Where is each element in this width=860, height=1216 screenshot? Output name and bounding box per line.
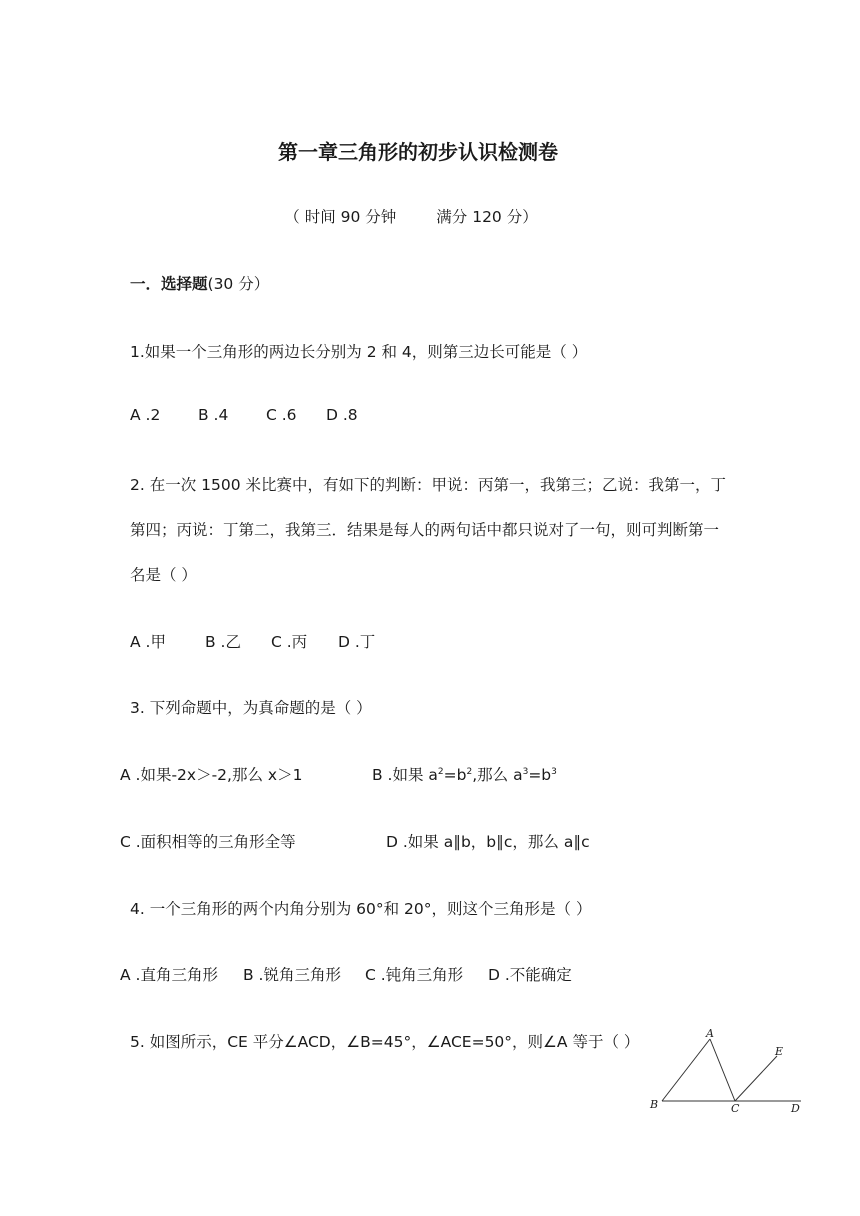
option-d: D .丁: [338, 633, 376, 651]
label-c: C: [731, 1102, 740, 1115]
section-heading: [130, 272, 269, 294]
question-3-option-b: B .如果 $a^2=b^2$,那么 $a^3=b^3$: [372, 766, 557, 784]
label-d: D: [791, 1102, 800, 1115]
option-d: D .不能确定: [488, 966, 572, 984]
option-b: B .4: [198, 406, 229, 424]
option-a: A .甲: [130, 633, 166, 651]
option-c: C .钝角三角形: [365, 966, 464, 984]
full-score: 满分 120 分）: [436, 208, 538, 226]
label-e: E: [775, 1045, 784, 1058]
option-c: C .丙: [271, 633, 308, 651]
question-5-stem: 5. 如图所示，CE 平分∠ACD，∠B=45°，∠ACE=50°，则∠A 等于（ ）: [130, 1033, 640, 1051]
option-c: C .6: [266, 406, 297, 424]
line-ce: [735, 1056, 777, 1101]
question-3-option-c: C .面积相等的三角形全等: [120, 833, 296, 851]
question-3-option-a: A .如果-2x＞-2,那么 x＞1: [120, 766, 303, 784]
question-3-stem: 3. 下列命题中，为真命题的是（ ）: [130, 699, 372, 717]
option-b: B .乙: [205, 633, 241, 651]
question-2-stem-line-3: 名是（ ）: [130, 566, 197, 584]
section-points: (30 分）: [207, 275, 270, 293]
option-a: A .直角三角形: [120, 966, 218, 984]
label-a: A: [706, 1027, 714, 1040]
exam-info: [0, 205, 822, 227]
label-b: B: [650, 1098, 659, 1111]
question-1-stem: 1.如果一个三角形的两边长分别为 2 和 4，则第三边长可能是（ ）: [130, 343, 588, 361]
option-d: D .8: [326, 406, 358, 424]
triangle-figure: [646, 1025, 806, 1117]
option-b: B .锐角三角形: [243, 966, 341, 984]
line-ac: [710, 1039, 735, 1101]
question-4-stem: 4. 一个三角形的两个内角分别为 60°和 20°，则这个三角形是（ ）: [130, 900, 592, 918]
question-2-stem-line-1: 2. 在一次 1500 米比赛中，有如下的判断：甲说：丙第一，我第三；乙说：我第一，丁: [130, 476, 727, 494]
question-2-options: [130, 630, 376, 652]
question-3-option-d: D .如果 a∥b，b∥c，那么 a∥c: [386, 833, 590, 851]
line-ab: [662, 1039, 710, 1101]
question-1-options: [130, 406, 358, 424]
option-a: A .2: [130, 406, 161, 424]
question-2-stem-line-2: 第四；丙说：丁第二，我第三．结果是每人的两句话中都只说对了一句，则可判断第一: [130, 521, 720, 539]
page-title: 第一章三角形的初步认识检测卷: [278, 140, 558, 164]
section-label: 一．选择题: [130, 275, 208, 293]
question-4-options: [120, 963, 572, 985]
time-limit: （ 时间 90 分钟: [284, 208, 397, 226]
